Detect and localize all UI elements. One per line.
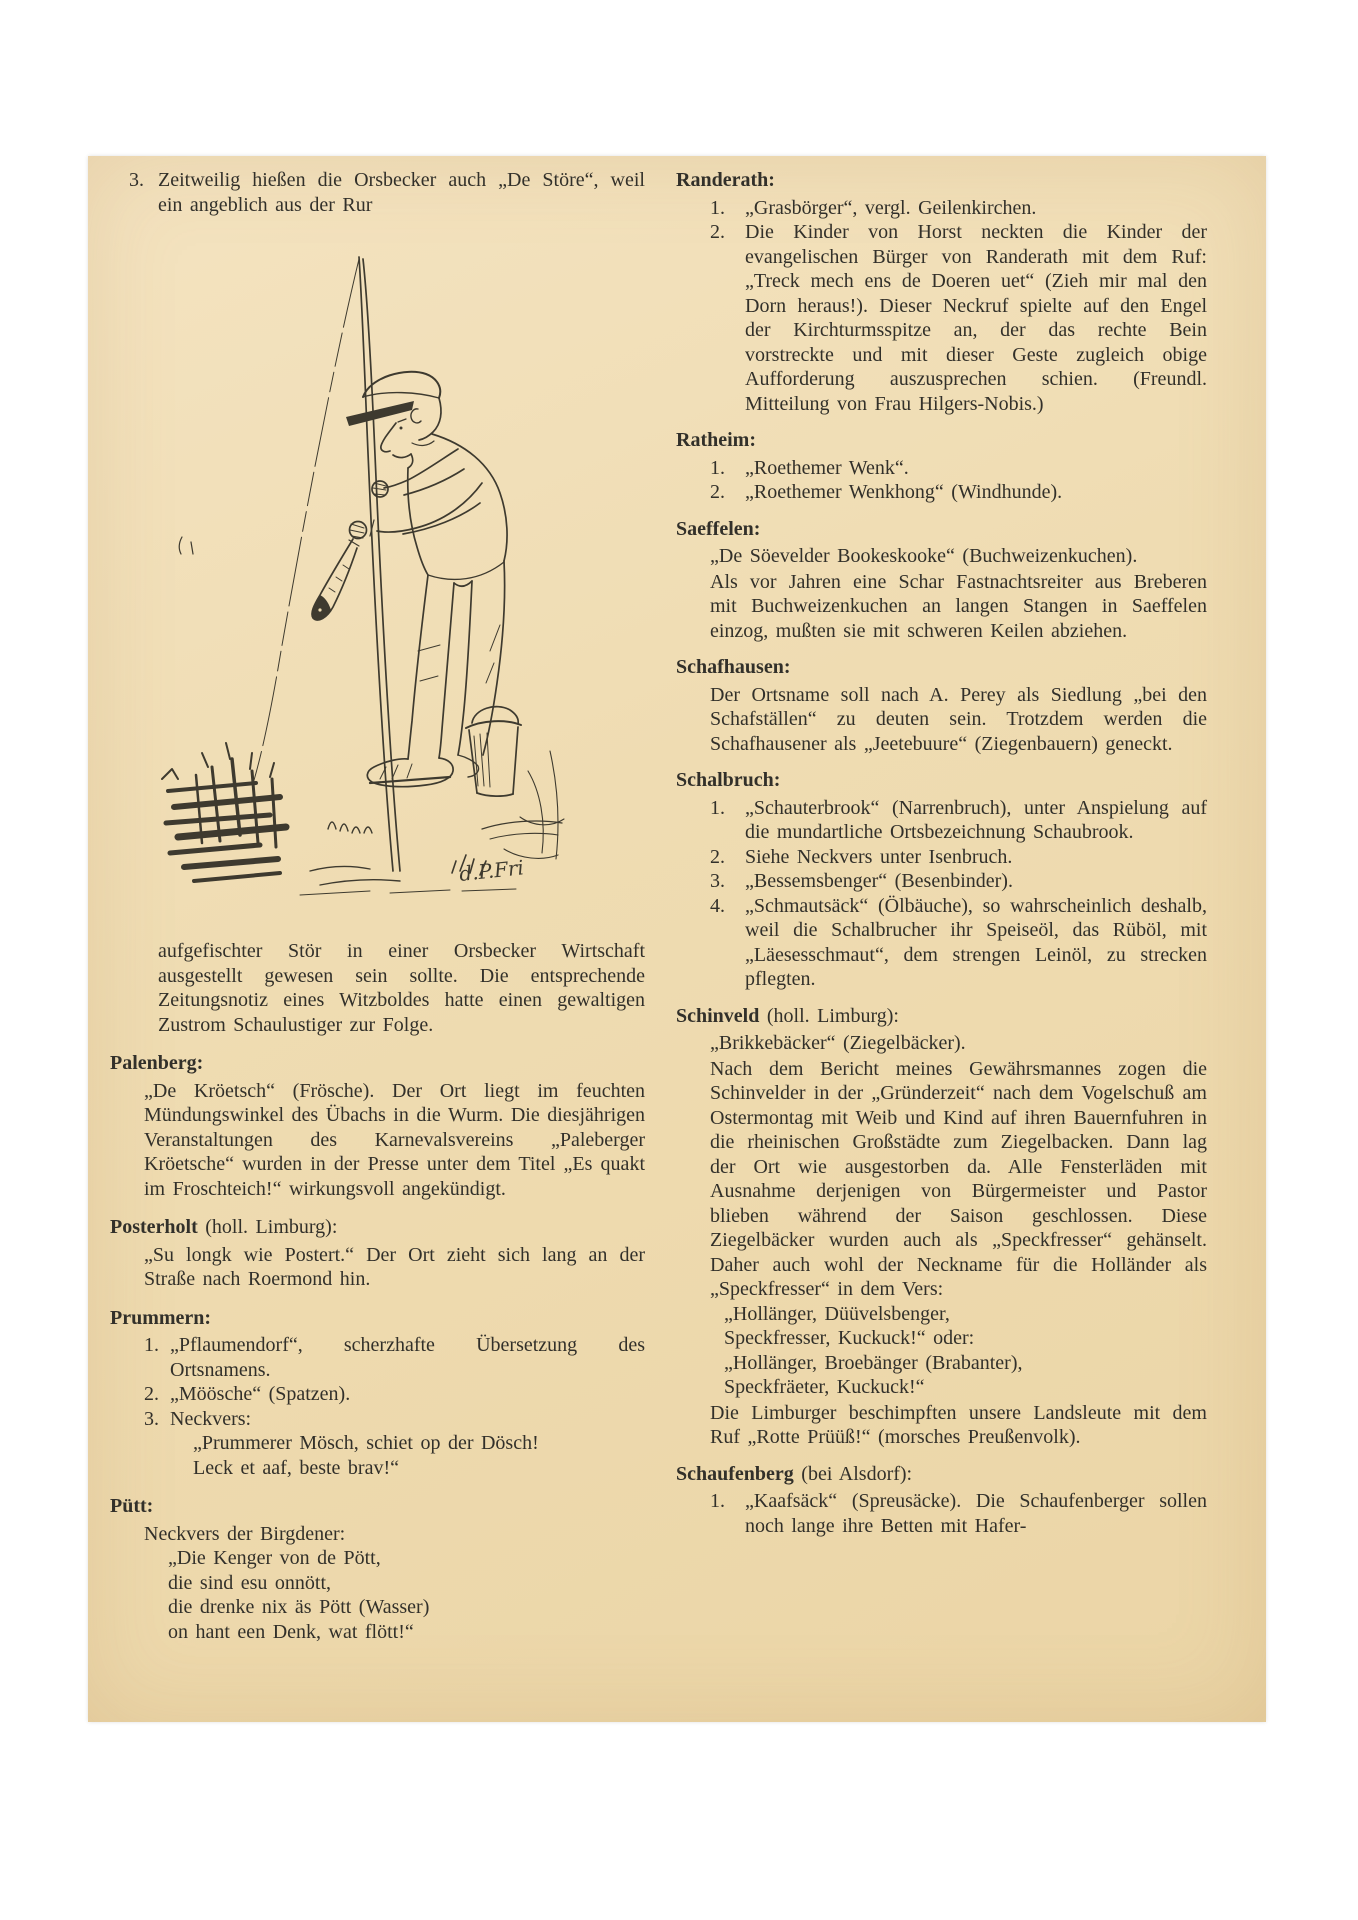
list-item — [144, 1333, 645, 1382]
fisherman-figure — [346, 372, 507, 787]
list-item — [144, 1382, 645, 1407]
list-item — [710, 456, 1207, 481]
verse-schinveld — [724, 1302, 1207, 1400]
verse-line: Speckfräeter, Kuckuck!“ — [724, 1376, 925, 1398]
heading-palenberg: Palenberg: — [110, 1052, 204, 1074]
paragraph-schinveld: Nach dem Bericht meines Gewährsmannes zogen die Schinvelder in der „Gründerzeit“ nach dem Vogelschuß am Ostermontag mit Weib und Kind auf ihren Bauernfuhren in die rheinischen Großstädte zum Ziegelbacken. Dann lag der Ort wie ausgestorben da. Alle Fensterläden mit Ausnahme derjenigen von Bürgermeister und Pastor blieben während der Saison geschlossen. Diese Ziegelbäcker wurden auch als „Speckfresser“ gehänselt. Daher auch wohl der Neckname für die Holländer als „Speckfresser“ in dem Vers: — [710, 1057, 1207, 1300]
heading-suffix: (bei Alsdorf): — [793, 1462, 913, 1485]
heading-schaufenberg: Schaufenberg (bei Alsdorf): — [676, 1462, 913, 1485]
list-item-text: „Bessemsbenger“ (Besenbinder). — [745, 870, 1013, 892]
list-item-number: 1. — [710, 796, 725, 819]
list-item — [144, 1407, 645, 1432]
paragraph-schinveld-closing: Die Limburger beschimpften unsere Landsleute mit dem Ruf „Rotte Prüüß!“ (morsches Preußenvolk). — [710, 1401, 1207, 1448]
list-item-text: „Pflaumendorf“, scherzhafte Übersetzung des Ortsnamens. — [170, 1334, 645, 1381]
fishing-rod-lines — [359, 257, 400, 871]
grass-clump — [162, 743, 286, 881]
heading-suffix: (holl. Limburg): — [197, 1216, 338, 1238]
verse-line: „Hollänger, Düüvelsbenger, — [724, 1302, 950, 1325]
list-item-orsbeck — [129, 168, 645, 217]
list-item-text: „Roethemer Wenk“. — [745, 456, 909, 479]
verse-line: „Hollänger, Broebänger (Brabanter), — [724, 1351, 1023, 1374]
bucket — [466, 707, 521, 797]
list-item — [710, 196, 1207, 221]
left-column — [110, 156, 645, 1644]
list-item-number: 1. — [144, 1334, 159, 1356]
list-item — [710, 480, 1207, 505]
list-item — [710, 869, 1207, 894]
paragraph-posterholt: „Su longk wie Postert.“ Der Ort zieht sich lang an der Straße nach Roermond hin. — [144, 1243, 645, 1290]
list-item-text: „Schauterbrook“ (Narrenbruch), unter Anspielung auf die mundartliche Ortsbezeichnung Schaubrook. — [745, 796, 1207, 843]
list-item-number: 3. — [710, 870, 725, 892]
heading-saeffelen: Saeffelen: — [676, 517, 761, 540]
paragraph-saeffelen: „De Söevelder Bookeskooke“ (Buchweizenkuchen). — [710, 545, 1138, 567]
verse-puett — [168, 1546, 645, 1644]
fisherman-illustration — [160, 231, 610, 903]
verse-line: Leck et aaf, beste brav!“ — [193, 1456, 399, 1479]
scanned-page — [88, 156, 1266, 1722]
verse-line: on hant een Denk, wat flött!“ — [168, 1620, 414, 1643]
list-item-text: „Möösche“ (Spatzen). — [170, 1383, 351, 1405]
list-item — [710, 796, 1207, 845]
list-item-text: „Roethemer Wenkhong“ (Windhunde). — [745, 481, 1063, 503]
paragraph-orsbeck-continuation: aufgefischter Stör in einer Orsbecker Wirtschaft ausgestellt gewesen sein sollte. Die entsprechende Zeitungsnotiz eines Witzboldes hatte einen gewaltigen Zustrom Schaulustiger zur Folge. — [158, 940, 645, 1036]
list-item-text: „Kaafsäck“ (Spreusäcke). Die Schaufenberger sollen noch lange ihre Betten mit Hafer- — [745, 1490, 1207, 1537]
list-item-number: 3. — [129, 169, 144, 191]
list-item-text: Die Kinder von Horst neckten die Kinder der evangelischen Bürger von Randerath mit dem Ruf: „Treck mech ens de Doeren uet“ (Zieh mir mal den Dorn heraus!). Dieser Neckruf spielte auf den Engel der Kirchturmsspitze an, der das rechte Bein vorstreckte und mit dieser Geste zugleich obige Aufforderung auszusprechen schien. (Freundl. Mitteilung von Frau Hilgers-Nobis.) — [745, 221, 1207, 415]
verse-line: „Die Kenger von de Pött, — [168, 1547, 381, 1569]
heading-schafhausen: Schafhausen: — [676, 656, 791, 678]
list-item-number: 3. — [144, 1407, 159, 1430]
list-item-number: 1. — [710, 1490, 725, 1512]
heading-prummern: Prummern: — [110, 1306, 212, 1329]
fishing-line — [179, 259, 359, 787]
list-item-number: 2. — [710, 221, 725, 243]
list-item-number: 2. — [710, 481, 725, 503]
list-item-text: Neckvers: — [170, 1407, 252, 1430]
heading-randerath: Randerath: — [676, 169, 775, 191]
paragraph-schafhausen: Der Ortsname soll nach A. Perey als Siedlung „bei den Schafställen“ zu deuten sein. Trotzdem werden die Schafhausener als „Jeetebuure“ (Ziegenbauern) geneckt. — [710, 683, 1207, 755]
fish — [312, 539, 359, 620]
paragraph-puett-intro: Neckvers der Birgdener: — [144, 1522, 346, 1545]
list-item — [710, 894, 1207, 992]
list-item — [710, 845, 1207, 870]
heading-suffix: (holl. Limburg): — [759, 1004, 899, 1027]
list-item-number: 1. — [710, 196, 725, 219]
heading-schinveld: Schinveld (holl. Limburg): — [676, 1004, 899, 1027]
grass-tufts — [300, 751, 564, 895]
paragraph-schinveld: „Brikkebäcker“ (Ziegelbäcker). — [710, 1032, 966, 1054]
heading-schalbruch: Schalbruch: — [676, 769, 781, 791]
heading-posterholt: Posterholt (holl. Limburg): — [110, 1216, 338, 1238]
right-column — [676, 156, 1207, 1538]
verse-line: Speckfresser, Kuckuck!“ oder: — [724, 1327, 975, 1349]
artist-signature: d.P.Fri — [458, 855, 525, 886]
verse-line: die sind esu onnött, — [168, 1571, 332, 1594]
paragraph-palenberg: „De Kröetsch“ (Frösche). Der Ort liegt im feuchten Mündungswinkel des Übachs in die Wurm. Die diesjährigen Veranstaltungen des Karnevalsvereins „Paleberger Kröetsche“ wurden in der Presse unter dem Titel „Es quakt im Froschteich!“ wirkungsvoll angekündigt. — [144, 1079, 645, 1200]
list-item-number: 2. — [144, 1383, 159, 1405]
verse-line: die drenke nix äs Pött (Wasser) — [168, 1596, 430, 1618]
list-item-text: „Schmautsäck“ (Ölbäuche), so wahrscheinlich deshalb, weil die Schalbrucher ihr Speiseöl, das Rüböl, mit „Läesesschmaut“, dem strengen Leinöl, zu strecken pflegten. — [745, 894, 1207, 990]
list-item-text: Siehe Neckvers unter Isenbruch. — [745, 845, 1013, 868]
list-item-number: 4. — [710, 894, 725, 917]
list-item — [710, 1489, 1207, 1538]
list-item — [710, 220, 1207, 416]
heading-ratheim: Ratheim: — [676, 429, 756, 451]
list-item-text: Zeitweilig hießen die Orsbecker auch „De Störe“, weil ein angeblich aus der Rur — [158, 169, 645, 216]
list-item-text: „Grasbörger“, vergl. Geilenkirchen. — [745, 196, 1037, 219]
paragraph-saeffelen: Als vor Jahren eine Schar Fastnachtsreiter aus Breberen mit Buchweizenkuchen an langen Stangen in Saeffelen einzog, mußten sie mit schweren Keilen abziehen. — [710, 570, 1207, 642]
verse-line: „Prummerer Mösch, schiet op der Dösch! — [193, 1432, 539, 1454]
heading-puett: Pütt: — [110, 1495, 154, 1517]
list-item-number: 2. — [710, 845, 725, 868]
list-item-number: 1. — [710, 456, 725, 479]
verse-prummern — [193, 1431, 645, 1480]
